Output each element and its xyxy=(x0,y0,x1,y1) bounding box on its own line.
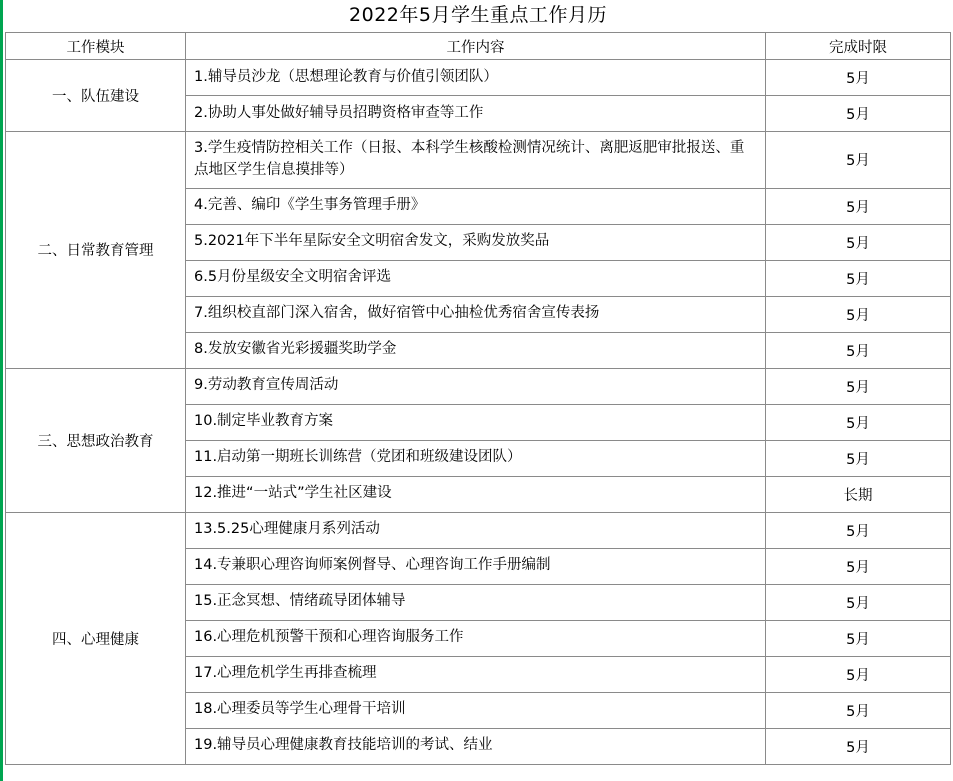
deadline-cell: 5月 xyxy=(766,692,951,728)
content-cell: 18.心理委员等学生心理骨干培训 xyxy=(186,692,766,728)
column-header-content: 工作内容 xyxy=(186,33,766,60)
module-cell-group-4: 四、心理健康 xyxy=(6,512,186,764)
page-title: 2022年5月学生重点工作月历 xyxy=(349,4,607,26)
content-cell: 9.劳动教育宣传周活动 xyxy=(186,368,766,404)
content-cell: 5.2021年下半年星际安全文明宿舍发文，采购发放奖品 xyxy=(186,224,766,260)
deadline-cell: 5月 xyxy=(766,132,951,189)
table-row xyxy=(6,512,951,548)
deadline-cell: 长期 xyxy=(766,476,951,512)
deadline-cell: 5月 xyxy=(766,96,951,132)
module-cell-group-3: 三、思想政治教育 xyxy=(6,368,186,512)
content-cell: 13.5.25心理健康月系列活动 xyxy=(186,512,766,548)
table-row xyxy=(6,368,951,404)
content-cell: 16.心理危机预警干预和心理咨询服务工作 xyxy=(186,620,766,656)
deadline-cell: 5月 xyxy=(766,440,951,476)
content-cell: 6.5月份星级安全文明宿舍评选 xyxy=(186,260,766,296)
title-row xyxy=(6,0,951,33)
deadline-cell: 5月 xyxy=(766,548,951,584)
deadline-cell: 5月 xyxy=(766,512,951,548)
content-cell: 4.完善、编印《学生事务管理手册》 xyxy=(186,188,766,224)
content-cell: 3.学生疫情防控相关工作（日报、本科学生核酸检测情况统计、离肥返肥审批报送、重点地区学生信息摸排等） xyxy=(186,132,766,189)
deadline-cell: 5月 xyxy=(766,656,951,692)
table-row xyxy=(6,132,951,189)
content-cell: 12.推进“一站式”学生社区建设 xyxy=(186,476,766,512)
content-cell: 17.心理危机学生再排查梳理 xyxy=(186,656,766,692)
table-header-row xyxy=(6,33,951,60)
column-header-deadline: 完成时限 xyxy=(766,33,951,60)
content-cell: 10.制定毕业教育方案 xyxy=(186,404,766,440)
content-cell: 2.协助人事处做好辅导员招聘资格审查等工作 xyxy=(186,96,766,132)
content-cell: 19.辅导员心理健康教育技能培训的考试、结业 xyxy=(186,728,766,764)
content-cell: 1.辅导员沙龙（思想理论教育与价值引领团队） xyxy=(186,60,766,96)
deadline-cell: 5月 xyxy=(766,404,951,440)
deadline-cell: 5月 xyxy=(766,296,951,332)
deadline-cell: 5月 xyxy=(766,368,951,404)
deadline-cell: 5月 xyxy=(766,260,951,296)
work-calendar-table xyxy=(5,0,951,765)
table-row xyxy=(6,60,951,96)
column-header-module: 工作模块 xyxy=(6,33,186,60)
deadline-cell: 5月 xyxy=(766,188,951,224)
content-cell: 14.专兼职心理咨询师案例督导、心理咨询工作手册编制 xyxy=(186,548,766,584)
module-cell-group-1: 一、队伍建设 xyxy=(6,60,186,132)
content-cell: 8.发放安徽省光彩援疆奖助学金 xyxy=(186,332,766,368)
deadline-cell: 5月 xyxy=(766,728,951,764)
content-cell: 7.组织校直部门深入宿舍，做好宿管中心抽检优秀宿舍宣传表扬 xyxy=(186,296,766,332)
module-cell-group-2: 二、日常教育管理 xyxy=(6,132,186,369)
deadline-cell: 5月 xyxy=(766,332,951,368)
deadline-cell: 5月 xyxy=(766,60,951,96)
deadline-cell: 5月 xyxy=(766,224,951,260)
deadline-cell: 5月 xyxy=(766,584,951,620)
deadline-cell: 5月 xyxy=(766,620,951,656)
content-cell: 11.启动第一期班长训练营（党团和班级建设团队） xyxy=(186,440,766,476)
sheet-left-accent xyxy=(0,0,3,781)
content-cell: 15.正念冥想、情绪疏导团体辅导 xyxy=(186,584,766,620)
